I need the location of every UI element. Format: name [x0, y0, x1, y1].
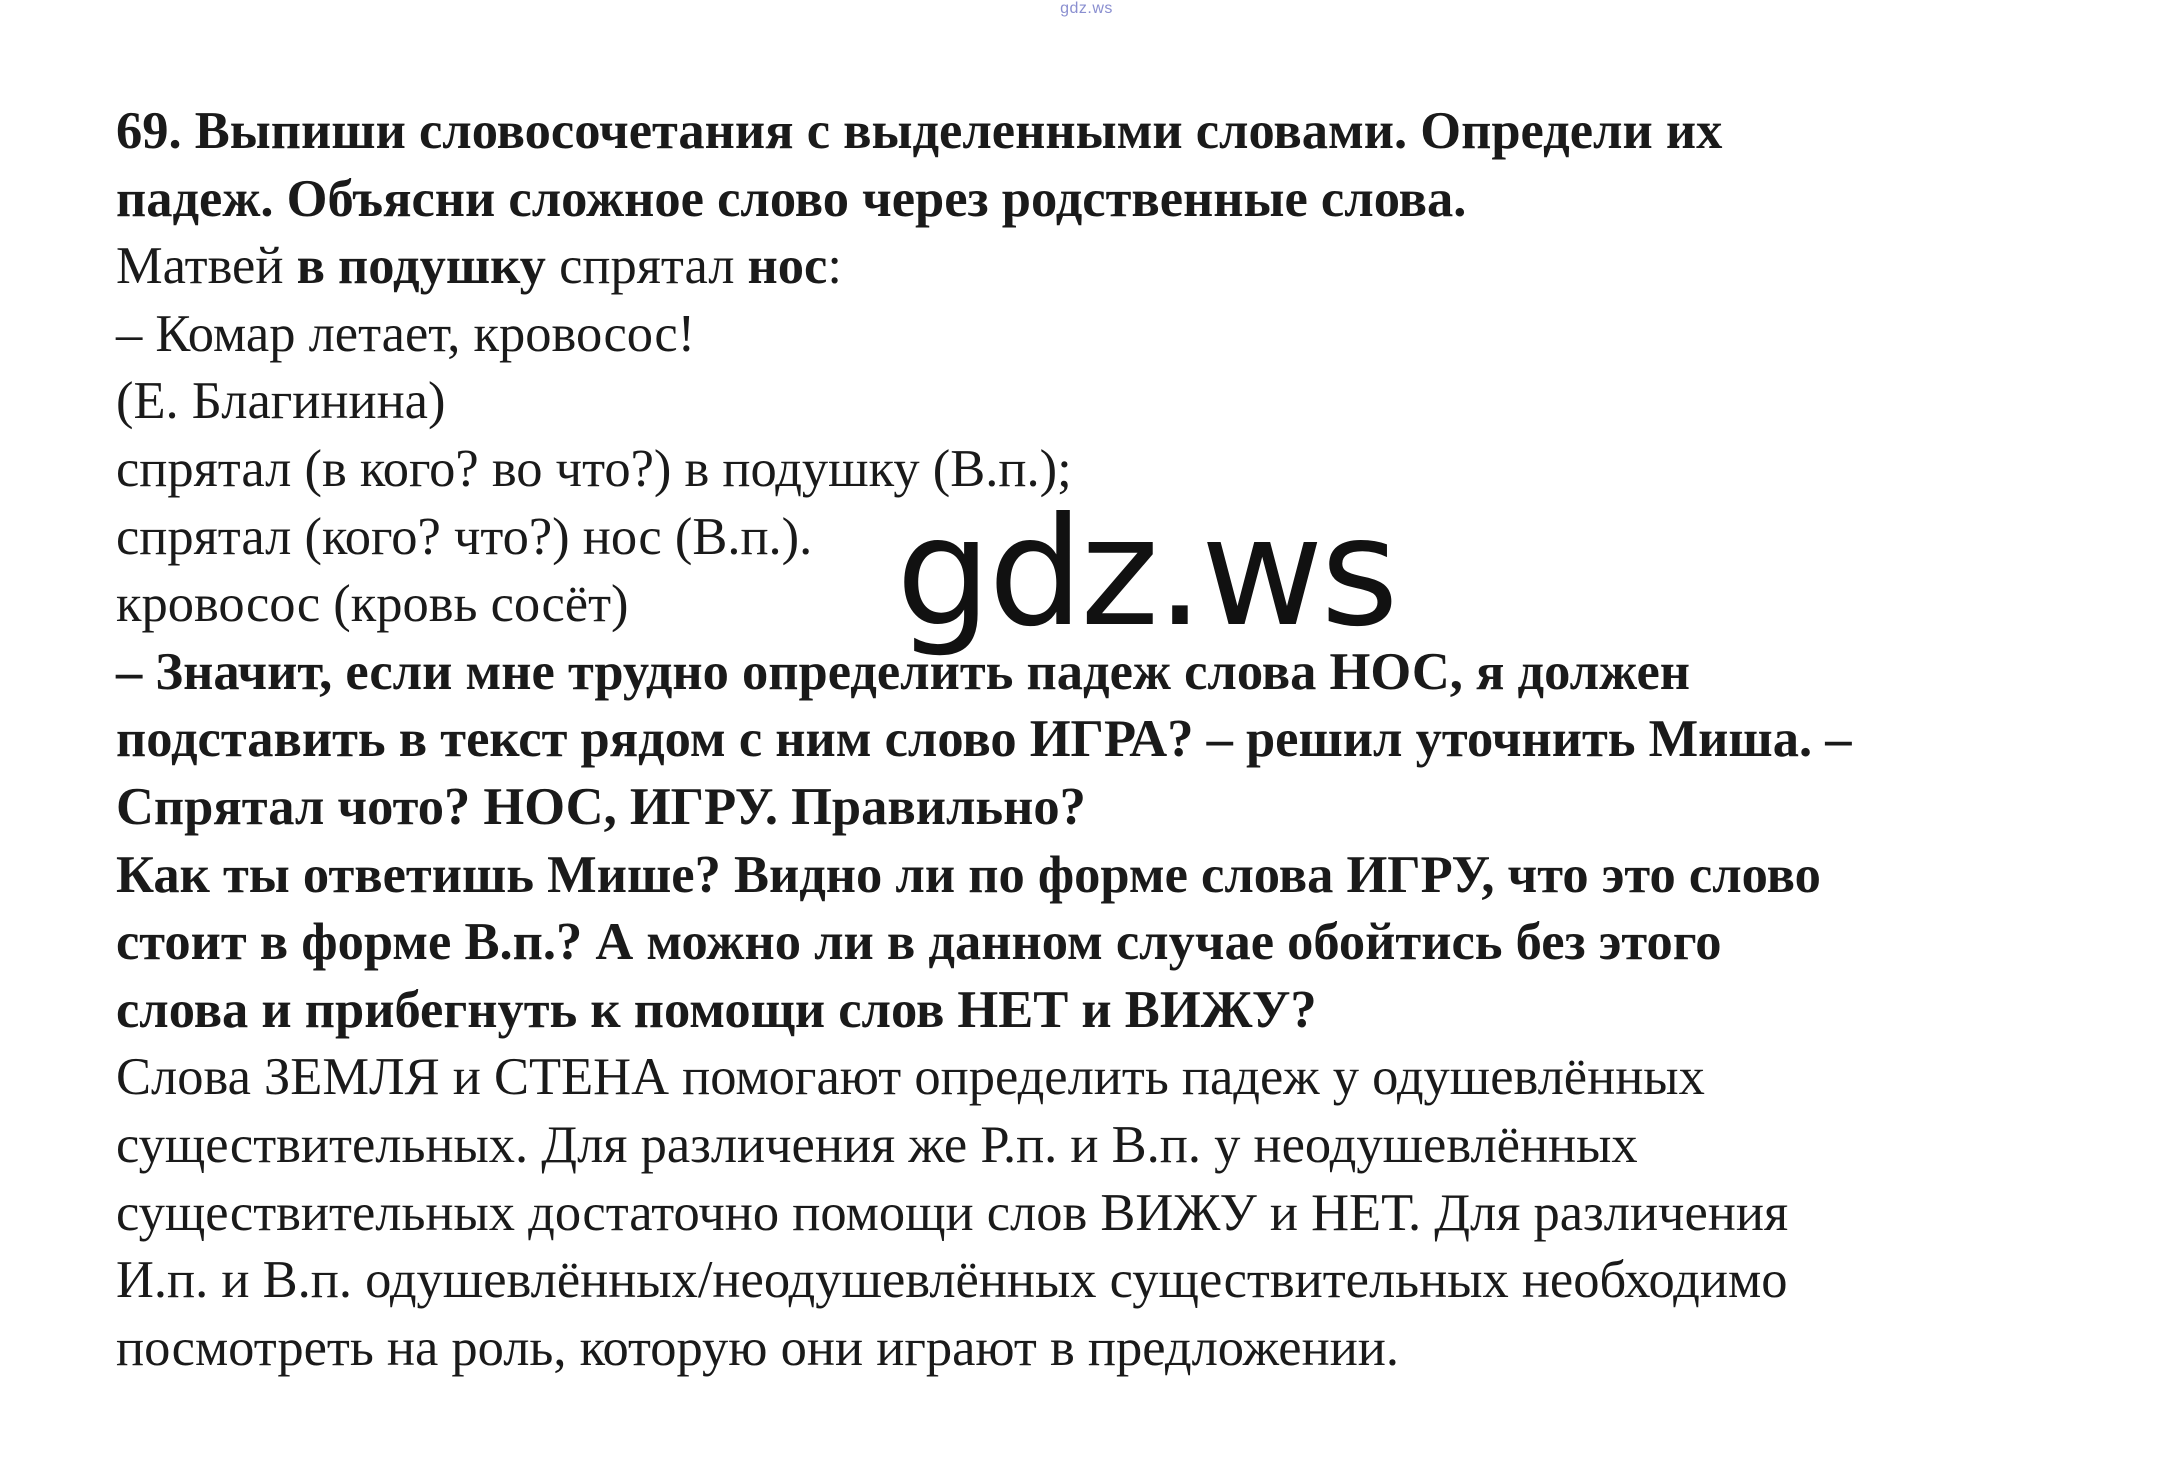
poem-line-2: – Комар летает, кровосос!	[116, 304, 696, 363]
answer-line-3: кровосос (кровь сосёт)	[116, 575, 629, 634]
text-content	[116, 98, 2126, 1382]
question-line-2: подставить в текст рядом с ним слово ИГРА? – решил уточнить Миша. –	[116, 710, 1852, 769]
task-title-line-2: падеж. Объясни сложное слово через родственные слова.	[116, 169, 1467, 228]
explanation-line-4: И.п. и В.п. одушевлённых/неодушевлённых существительных необходимо	[116, 1251, 1788, 1310]
explanation-line-5: посмотреть на роль, которую они играют в предложении.	[116, 1318, 1400, 1377]
poem-line-1	[116, 233, 2126, 301]
explanation-line-3: существительных достаточно помощи слов ВИЖУ и НЕТ. Для различения	[116, 1183, 1789, 1242]
poem-text: Матвей	[116, 237, 297, 296]
task-title-line-1: 69. Выпиши словосочетания с выделенными словами. Определи их	[116, 102, 1723, 160]
question-line-4: Как ты ответишь Мише? Видно ли по форме слова ИГРУ, что это слово	[116, 845, 1821, 904]
explanation-line-2: существительных. Для различения же Р.п. и В.п. у неодушевлённых	[116, 1115, 1638, 1174]
poem-highlight: нос	[747, 237, 828, 296]
poem-author: (Е. Благинина)	[116, 372, 446, 431]
center-watermark: gdz.ws	[896, 486, 1396, 660]
poem-highlight: в подушку	[296, 237, 546, 296]
question-line-5: стоит в форме В.п.? А можно ли в данном случае обойтись без этого	[116, 913, 1722, 972]
explanation-line-1: Слова ЗЕМЛЯ и СТЕНА помогают определить падеж у одушевлённых	[116, 1048, 1705, 1107]
question-line-1: – Значит, если мне трудно определить падеж слова НОС, я должен	[116, 642, 1691, 701]
question-line-6: слова и прибегнуть к помощи слов НЕТ и ВИЖУ?	[116, 980, 1317, 1039]
answer-line-1: спрятал (в кого? во что?) в подушку (В.п.);	[116, 439, 1072, 498]
answer-line-2: спрятал (кого? что?) нос (В.п.).	[116, 507, 813, 566]
top-watermark: gdz.ws	[1060, 0, 1113, 17]
poem-text: спрятал	[545, 237, 748, 296]
question-line-3: Спрятал чото? НОС, ИГРУ. Правильно?	[116, 777, 1086, 836]
poem-text: :	[827, 237, 842, 296]
